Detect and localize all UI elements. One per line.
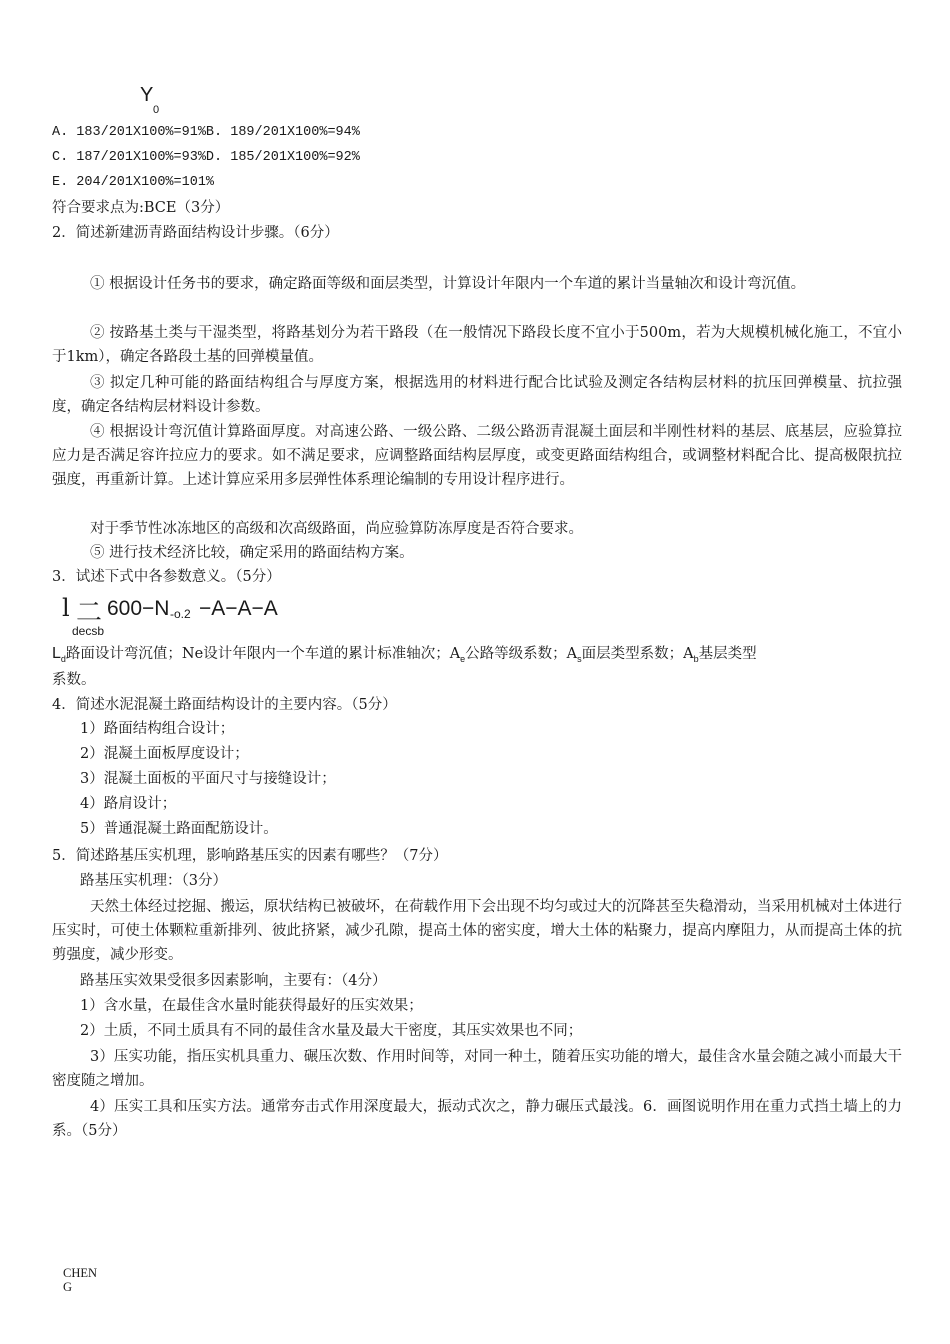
formula-l: l (62, 594, 70, 622)
answer-line: 符合要求点为:BCE（3分） (52, 200, 230, 216)
q4-item-5: 5）普通混凝土路面配筋设计。 (80, 821, 278, 837)
exp-text-1: 路面设计弯沉值；Ne设计年限内一个车道的累计标准轴次；A (65, 646, 461, 662)
q2-step-5: ⑤ 进行技术经济比较，确定采用的路面结构方案。 (90, 545, 414, 561)
q2-note: 对于季节性冰冻地区的高级和次高级路面，尚应验算防冻厚度是否符合要求。 (90, 521, 583, 537)
formula-subscripts: decsb (72, 624, 105, 638)
q5-factor-1: 1）含水量，在最佳含水量时能获得最好的压实效果； (80, 998, 423, 1014)
q3-title: 3．试述下式中各参数意义。（5分） (52, 569, 281, 585)
exp-text-4: 基层类型 (698, 646, 757, 662)
q2-step-3: ③ 拟定几种可能的路面结构组合与厚度方案，根据选用的材料进行配合比试验及测定各结构层材料的抗压回弹模量、抗拉强度，确定各结构层材料设计参数。 (52, 375, 902, 415)
q5-factor-2: 2）土质，不同土质具有不同的最佳含水量及最大干密度，其压实效果也不同； (80, 1023, 583, 1039)
y-symbol: Y (140, 84, 154, 106)
q5-factor-4: 4）压实工具和压实方法。通常夯击式作用深度最大，振动式次之，静力碾压式最浅。6．画图说明作用在重力式挡土墙上的力系。（5分） (52, 1099, 902, 1139)
ld-sub: d (60, 653, 66, 664)
footer-line-1: CHEN (63, 1266, 98, 1280)
option-line-3: E. 204/201X100%=101% (52, 175, 215, 190)
y0-symbol (140, 84, 160, 116)
ab-sub: b (693, 653, 699, 664)
q5-factor-3: 3）压实功能，指压实机具重力、碾压次数、作用时间等，对同一种土，随着压实功能的增大，最佳含水量会随之减小而最大干密度随之增加。 (52, 1049, 902, 1089)
exp-text-2: 公路等级系数；A (465, 646, 578, 662)
as-sub: s (577, 653, 582, 664)
q4-item-4: 4）路肩设计； (80, 796, 177, 812)
option-line-2: C. 187/201X100%=93%D. 185/201X100%=92% (52, 150, 360, 165)
formula-exponent: -o.2 (170, 607, 191, 621)
ae-sub: e (460, 653, 466, 664)
option-line-1: A. 183/201X100%=91%B. 189/201X100%=94% (52, 125, 360, 140)
formula-a-terms: −A−A−A (199, 597, 278, 620)
q2-step-1: ① 根据设计任务书的要求，确定路面等级和面层类型，计算设计年限内一个车道的累计当量轴次和设计弯沉值。 (90, 276, 806, 292)
q5-factor-heading: 路基压实效果受很多因素影响，主要有：（4分） (80, 973, 387, 989)
exp-text-3: 面层类型系数；A (581, 646, 694, 662)
formula-600-n: 600−N (107, 597, 170, 620)
q2-step-2: ② 按路基土类与干湿类型，将路基划分为若干路段（在一般情况下路段长度不宜小于500m，若为大规模机械化施工，不宜小于1km），确定各路段土基的回弹模量值。 (52, 325, 902, 365)
q2-title: 2．简述新建沥青路面结构设计步骤。（6分） (52, 225, 339, 241)
footer-line-2: G (63, 1280, 73, 1294)
q2-step-4: ④ 根据设计弯沉值计算路面厚度。对高速公路、一级公路、二级公路沥青混凝土面层和半刚性材料的基层、底基层，应验算拉应力是否满足容许拉应力的要求。如不满足要求，应调整路面结构层厚度，或变更路面结构组合，或调整材料配合比、提高极限抗拉强度，再重新计算。上述计算应采用多层弹性体系理论编制的专用设计程序进行。 (52, 424, 902, 488)
y-subscript: 0 (153, 104, 160, 116)
q5-title: 5．简述路基压实机理，影响路基压实的因素有哪些？（7分） (52, 848, 448, 864)
q4-item-1: 1）路面结构组合设计； (80, 721, 235, 737)
q5-mech-text: 天然土体经过挖掘、搬运，原状结构已被破坏，在荷载作用下会出现不均匀或过大的沉降甚至失稳滑动，当采用机械对土体进行压实时，可使土体颗粒重新排列、彼此挤紧，减少孔隙，提高土体的密实度，增大土体的粘聚力，提高内摩阻力，从而提高土体的抗剪强度，减少形变。 (52, 899, 902, 963)
q4-title: 4．简述水泥混凝土路面结构设计的主要内容。（5分） (52, 697, 397, 713)
footer-mark (63, 1266, 97, 1294)
q4-item-2: 2）混凝土面板厚度设计； (80, 746, 249, 762)
q4-item-3: 3）混凝土面板的平面尺寸与接缝设计； (80, 771, 336, 787)
q5-mech-heading: 路基压实机理：（3分） (80, 873, 227, 889)
q3-explanation (52, 643, 902, 670)
ld-symbol: L (52, 645, 61, 662)
formula-equals: 二 (76, 598, 103, 628)
q3-explanation-cont: 系数。 (52, 672, 96, 688)
formula (62, 594, 462, 642)
